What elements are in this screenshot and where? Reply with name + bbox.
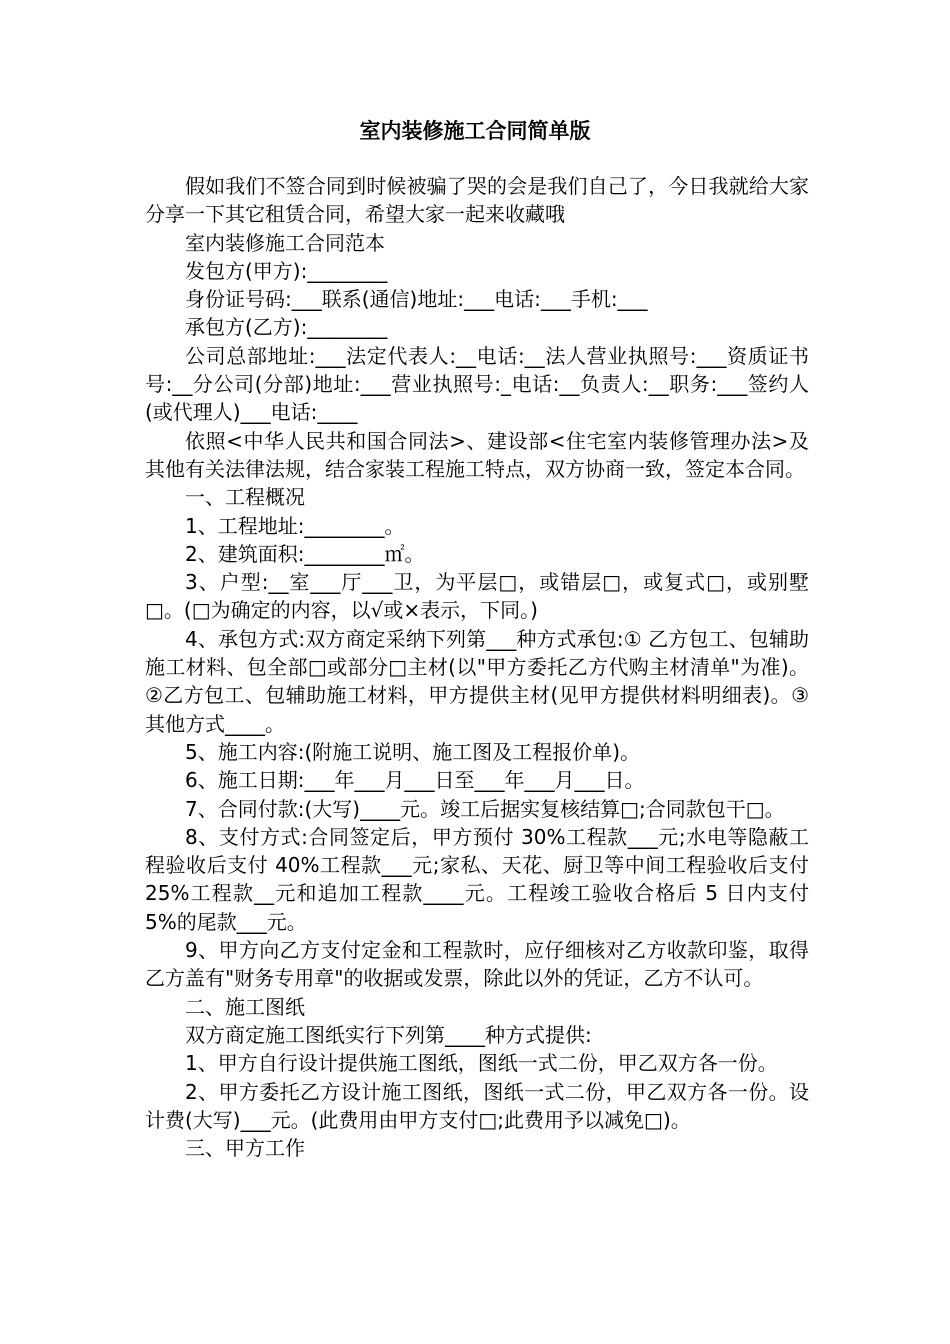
section-heading-employer-work: 三、甲方工作 — [185, 1136, 305, 1161]
clause-project-address: 1、工程地址:________。 — [185, 513, 405, 538]
paragraph-contract-sample-heading: 室内装修施工合同范本 — [185, 230, 385, 255]
clause-contracting-method: 4、承包方式:双方商定采纳下列第___种方式承包:① 乙方包工、包辅助施工材料、包全部□或部分□主材(以"甲方委托乙方代购主材清单"为准)。②乙方包工、包辅助施工材料，甲方提供主材(见甲方提供材料明细表)。③其他方式____。 — [145, 626, 809, 736]
clause-payment-method: 8、支付方式:合同签定后，甲方预付 30%工程款___元;水电等隐蔽工程验收后支付 40%工程款___元;家私、天花、厨卫等中间工程验收后支付 25%工程款__元和追加工程款____元。工程竣工验收合格后 5 日内支付 5%的尾款___元。 — [145, 824, 809, 934]
clause-building-area: 2、建筑面积:________㎡。 — [185, 541, 425, 566]
clause-employer-designs: 1、甲方自行设计提供施工图纸，图纸一式二份，甲乙双方各一份。 — [185, 1051, 778, 1076]
paragraph-contractor-company-info: 公司总部地址:___法定代表人:__电话:__法人营业执照号:___资质证书号:__分公司(分部)地址:___营业执照号:_电话:__负责人:__职务:___签约人(或代理人)___电话:____ — [145, 343, 809, 425]
clause-contract-payment: 7、合同付款:(大写)____元。竣工后据实复核结算□;合同款包干□。 — [185, 796, 785, 821]
paragraph-drawings-method: 双方商定施工图纸实行下列第____种方式提供: — [185, 1022, 592, 1047]
document-title: 室内装修施工合同简单版 — [359, 119, 591, 143]
clause-house-type: 3、户型:__室___厅___卫，为平层□，或错层□，或复式□，或别墅□。(□为确定的内容，以√或×表示，下同。) — [145, 570, 809, 623]
paragraph-employer: 发包方(甲方):________ — [185, 258, 388, 283]
section-heading-project-overview: 一、工程概况 — [185, 485, 305, 510]
paragraph-legal-basis: 依照<中华人民共和国合同法>、建设部<住宅室内装修管理办法>及其他有关法律法规，结合家装工程施工特点，双方协商一致，签定本合同。 — [145, 428, 809, 481]
document-body — [145, 172, 809, 1162]
paragraph-contractor: 承包方(乙方):________ — [185, 315, 388, 340]
clause-construction-dates: 6、施工日期:___年___月___日至___年___月___日。 — [185, 768, 645, 793]
paragraph-employer-id-contact: 身份证号码:___联系(通信)地址:___电话:___手机:___ — [185, 287, 648, 312]
section-heading-construction-drawings: 二、施工图纸 — [185, 994, 305, 1019]
clause-payment-verification: 9、甲方向乙方支付定金和工程款时，应仔细核对乙方收款印鉴，取得乙方盖有"财务专用章"的收据或发票，除此以外的凭证，乙方不认可。 — [145, 938, 809, 991]
clause-contractor-designs: 2、甲方委托乙方设计施工图纸，图纸一式二份，甲乙双方各一份。设计费(大写)___元。(此费用由甲方支付□;此费用予以减免□)。 — [145, 1079, 809, 1132]
clause-construction-content: 5、施工内容:(附施工说明、施工图及工程报价单)。 — [185, 739, 641, 764]
paragraph-intro: 假如我们不签合同到时候被骗了哭的会是我们自己了，今日我就给大家分享一下其它租赁合同，希望大家一起来收藏哦 — [145, 174, 809, 227]
